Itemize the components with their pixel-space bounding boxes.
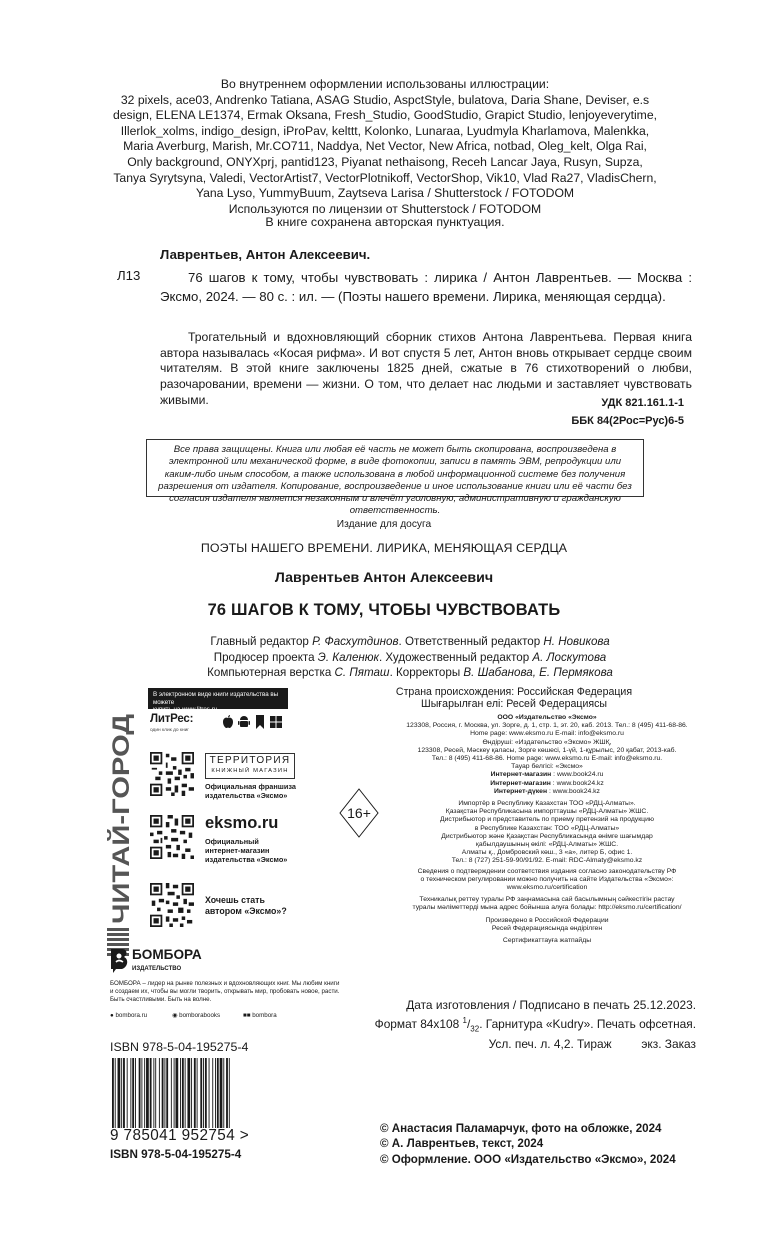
barcode-bar <box>139 1058 141 1128</box>
territory-logo <box>205 753 295 779</box>
barcode-bar <box>217 1058 219 1128</box>
bombora-logo: БОМБОРА <box>132 947 202 962</box>
barcode-bar <box>118 1058 121 1128</box>
barcode-bar <box>164 1058 165 1128</box>
illustration-credits <box>110 77 660 217</box>
barcode-bar <box>127 1058 128 1128</box>
credits-line: 32 pixels, ace03, Andrenko Tatiana, ASAG Studio, AspctStyle, bulatova, Daria Shane, Deviser, e.s <box>120 92 650 107</box>
almaty-address: Алматы қ., Домбровский көш., 3 «а», литер Б, офис 1. <box>461 849 633 857</box>
franchise-line: Официальная франшиза <box>205 782 296 791</box>
role-label: Продюсер проекта <box>213 650 318 664</box>
barcode-bar <box>180 1058 181 1128</box>
barcode-bar <box>194 1058 196 1128</box>
barcode-bar <box>162 1058 164 1128</box>
barcode-bar <box>171 1058 172 1128</box>
importer-line: Импортёр в Республику Казахстан ТОО «РДЦ-Алматы». <box>458 800 636 808</box>
eksmo-desc-line: интернет-магазин <box>205 846 270 855</box>
made-in-line: Ресей Федерациясында өндірілген <box>491 924 603 932</box>
copyright-line: © Анастасия Паламарчук, фото на обложке, 2024 <box>380 1122 662 1135</box>
certification-kz-line: Техникалық реттеу туралы РФ заңнамасына сай басылымның сәйкестігін растау <box>419 896 675 904</box>
format-text: Формат 84х108 <box>374 1017 463 1032</box>
barcode-bar <box>144 1058 145 1128</box>
almaty-contacts: Тел.: 8 (727) 251-59-90/91/92. E-mail: RDC-Almaty@eksmo.kz <box>451 857 643 865</box>
barcode-bar <box>150 1058 152 1128</box>
format-numerator: 1 <box>462 1016 467 1026</box>
made-in-line: Произведено в Российской Федерации <box>485 916 609 924</box>
edition-type: Издание для досуга <box>336 519 432 530</box>
role-label: . Ответственный редактор <box>398 635 544 648</box>
social-icon: ◉ <box>172 1012 178 1019</box>
barcode-bar <box>223 1058 224 1128</box>
publisher-info <box>366 714 728 945</box>
bib-index: Л13 <box>117 268 141 283</box>
barcode-bar <box>123 1058 125 1128</box>
online-shop-kz <box>366 780 728 788</box>
windows-icon <box>270 715 282 729</box>
chief-editor: Р. Фасхутдинов <box>312 635 399 648</box>
role-label: Главный редактор <box>210 635 313 648</box>
origin-line: Страна происхождения: Российская Федерация <box>395 686 633 698</box>
barcode-bar <box>141 1058 142 1128</box>
credits-line: Используются по лицензии от Shutterstock / FOTODOM <box>228 201 542 216</box>
kz-address: 123308, Ресей, Мәскеу қаласы, Зорге көшесі, 1-үй, 1-құрылыс, 20 қабат, 2013-каб. <box>417 746 677 754</box>
territory-subtitle: КНИЖНЫЙ МАГАЗИН <box>211 768 289 774</box>
shop-url[interactable]: : www.book24.kz <box>547 787 600 795</box>
annotation: Трогательный и вдохновляющий сборник стихов Антона Лаврентьева. Первая книга автора называлась «Косая рифма». И вот спустя 5 лет, Антон вновь открывает сердце своим читателям. В этой книге заключены 1825 дней, сжатые в 76 стихотворений о любви, разочаровании, времени — жизни. О том, что делает нас людьми и заставляет чувствовать живыми. <box>160 330 692 407</box>
staff-line-3 <box>150 665 670 681</box>
social-link-site[interactable] <box>110 1012 147 1019</box>
origin-line: Шығарылған елі: Ресей Федерациясы <box>420 698 608 710</box>
social-label: bombora.ru <box>115 1012 148 1019</box>
barcode-bar <box>200 1058 202 1128</box>
barcode-bar <box>146 1058 149 1128</box>
responsible-editor: Н. Новикова <box>543 635 610 648</box>
certification-not-required: Сертификаттауға жатпайды <box>502 937 592 945</box>
shop-label: Интернет-магазин <box>490 771 552 779</box>
ebook-banner-line: купить на www.litres.ru <box>153 706 218 713</box>
barcode-bar <box>209 1058 210 1128</box>
certification-line: о техническом регулировании можно получить на сайте Издательства «Эксмо»: <box>420 875 674 883</box>
litres-tagline: один клик до книг <box>150 728 190 733</box>
eksmo-desc-line: Официальный <box>205 837 259 846</box>
distributor-line: Дистрибьютор және Қазақстан Республикасында өнімге шағымдар <box>441 832 653 840</box>
barcode-bar <box>185 1058 186 1128</box>
shop-label: Интернет-магазин <box>490 779 551 787</box>
qr-code-territory[interactable] <box>150 752 194 796</box>
barcode-bar <box>187 1058 190 1128</box>
series-name: ПОЭТЫ НАШЕГО ВРЕМЕНИ. ЛИРИКА, МЕНЯЮЩАЯ СЕРДЦА <box>200 541 568 555</box>
staff-line-2 <box>150 650 670 666</box>
bib-author: Лаврентьев, Антон Алексеевич. <box>160 247 371 262</box>
isbn-bottom: ISBN 978-5-04-195275-4 <box>110 1148 242 1161</box>
print-data <box>330 998 696 1053</box>
qr-code-author[interactable] <box>150 883 194 927</box>
author-prompt-line: Хочешь стать <box>205 895 265 905</box>
globe-icon: ● <box>110 1012 114 1019</box>
qr-code-eksmo[interactable] <box>150 815 194 859</box>
barcode-bar <box>166 1058 168 1128</box>
role-label: Компьютерная верстка <box>207 666 335 679</box>
publisher-web: Home page: www.eksmo.ru E-mail: info@eksmo.ru <box>470 730 624 738</box>
bombora-mark-icon <box>108 947 130 973</box>
shop-url[interactable]: : www.book24.ru <box>551 771 604 779</box>
ebook-banner <box>148 688 288 713</box>
credits-line: Yana Lyso, YummyBuum, Zaytseva Larisa / Shutterstock / FOTODOM <box>195 186 575 201</box>
print-run: Усл. печ. л. 4,2. Тираж экз. Заказ <box>488 1037 696 1052</box>
social-link-networks[interactable] <box>243 1012 277 1019</box>
publisher-address: 123308, Россия, г. Москва, ул. Зорге, д. 1, стр. 1, эт. 20, каб. 2013. Тел.: 8 (495) 411-68-86. <box>406 722 688 730</box>
certification-kz-line: туралы мәліметтерді мына адрес бойынша алуға болады: http://eksmo.ru/certification/ <box>412 904 682 912</box>
importer-line: Қазақстан Республикасына импорттаушы «РДЦ-Алматы» ЖШС. <box>445 808 649 816</box>
barcode-bar <box>220 1058 223 1128</box>
staff-line-1 <box>150 634 670 650</box>
distributor-line: в Республике Казахстан: ТОО «РДЦ-Алматы» <box>474 824 620 832</box>
territory-title: ТЕРРИТОРИЯ <box>209 755 291 766</box>
franchise-line: издательства «Эксмо» <box>205 790 288 800</box>
barcode-bar <box>226 1058 228 1128</box>
distributor-line: Дистрибьютор и представитель по приему претензий на продукцию <box>440 816 654 824</box>
become-author-prompt <box>205 895 287 917</box>
role-label: . Художественный редактор <box>378 650 533 664</box>
copyright-line: © Оформление. ООО «Издательство «Эксмо», 2024 <box>380 1152 676 1166</box>
barcode-bar <box>121 1058 122 1128</box>
main-title: 76 ШАГОВ К ТОМУ, ЧТОБЫ ЧУВСТВОВАТЬ <box>207 601 561 619</box>
chitai-gorod-wordmark: ЧИТАЙ-ГОРОД <box>108 751 135 924</box>
punctuation-note: В книге сохранена авторская пунктуация. <box>265 215 505 229</box>
print-date: Дата изготовления / Подписано в печать 25.12.2023. <box>406 998 696 1012</box>
barcode-bar <box>135 1058 136 1128</box>
social-link-books[interactable] <box>172 1012 220 1019</box>
format-denominator: 32 <box>470 1024 480 1034</box>
bbk-code: ББК 84(2Рос=Рус)6-5 <box>571 415 684 427</box>
litres-logo: ЛитРес: <box>150 713 194 725</box>
rights-notice: Все права защищены. Книга или любая её часть не может быть скопирована, воспроизведена в электронной или механической форме, в виде фотокопии, записи в память ЭВМ, репродукции или каким-либо иным способом, а также использована в любой информационной системе без получения разрешения от издателя. Копирование, воспроизведение и иное использование книги или её части без согласия издателя является незаконным и влечёт уголовную, административную и гражданскую ответственность. <box>146 439 644 497</box>
eksmo-shop-desc <box>205 837 287 864</box>
barcode-bar <box>115 1058 116 1128</box>
barcode-bar <box>175 1058 178 1128</box>
barcode-bar <box>132 1058 134 1128</box>
art-editor: А. Лоскутова <box>532 650 607 664</box>
shop-label: Интернет-дүкен <box>494 787 548 795</box>
social-label: bomborabooks <box>179 1012 221 1019</box>
main-author: Лаврентьев Антон Алексеевич <box>274 570 494 586</box>
credits-line: Maria Averburg, Marish, Mr.CO711, Naddya, Net Vector, New Africa, notbad, Oleg_kelt, Olga Rai, <box>123 139 647 154</box>
trademark: Тауар белгісі: «Эксмо» <box>511 763 583 771</box>
country-of-origin <box>340 686 688 710</box>
barcode-bar <box>212 1058 213 1128</box>
barcode-bar <box>159 1058 160 1128</box>
layout-artist: С. Пяташ <box>334 666 390 679</box>
certification-line: Сведения о подтверждении соответствия издания согласно законодательству РФ <box>417 867 677 875</box>
barcode-bar <box>229 1058 230 1128</box>
role-label: . Корректоры <box>389 666 464 679</box>
author-prompt-line: автором «Эксмо»? <box>205 906 287 916</box>
barcode-digits: 9 785041 952754 > <box>110 1127 250 1144</box>
social-icon: ■■ <box>243 1012 251 1019</box>
online-shop-ru <box>366 771 728 779</box>
apple-icon <box>222 715 234 729</box>
android-icon <box>238 715 250 729</box>
shop-url[interactable]: : www.book24.kz <box>550 779 604 787</box>
certification-url[interactable]: www.eksmo.ru/certification <box>506 884 588 892</box>
bombora-publisher-label: ИЗДАТЕЛЬСТВО <box>132 966 182 972</box>
barcode-bar <box>130 1058 131 1128</box>
barcode-bar <box>112 1058 114 1128</box>
bombora-description: БОМБОРА – лидер на рынке полезных и вдохновляющих книг. Мы любим книги и создаем их, чтобы вы могли творить, открывать мир, пробовать новое, расти. Быть счастливыми. Быть на волне. <box>110 980 340 1004</box>
eksmo-desc-line: издательства «Эксмо» <box>205 855 288 864</box>
isbn-top: ISBN 978-5-04-195275-4 <box>110 1040 249 1054</box>
barcode-bar <box>197 1058 198 1128</box>
barcode-bar <box>203 1058 204 1128</box>
credits-line: Only background, ONYXprj, pantid123, Piyanat nethaisong, Receh Lancar Jaya, Rusyn, Supza, <box>127 154 643 169</box>
publisher-name <box>366 714 728 722</box>
format-text: . Гарнитура «Kudry». Печать офсетная. <box>479 1017 696 1032</box>
producer: Э. Каленюк <box>317 650 379 664</box>
barcode-bar <box>215 1058 216 1128</box>
online-shop-kz2 <box>366 788 728 796</box>
editorial-staff <box>150 634 670 681</box>
credits-line: design, ELENA LE1374, Ermak Oksana, Fresh_Studio, GoodStudio, Grapict Studio, lenjoyeverytime, <box>113 108 657 123</box>
barcode-bar <box>153 1058 154 1128</box>
correctors: В. Шабанова, Е. Пермякова <box>463 666 613 679</box>
barcode-bar <box>155 1058 156 1128</box>
social-label: bombora <box>252 1012 277 1019</box>
credits-line: Illerlok_xolms, indigo_design, iProPav, kelttt, Kolonko, Lunaraa, Lyudmyla Kharlamova, Malenkka, <box>120 123 650 138</box>
barcode <box>110 1058 258 1130</box>
print-format: Формат 84х108 $^1/_{32}$. Гарнитура «Kudry». Печать офсетная. <box>374 1016 696 1034</box>
barcode-bar <box>205 1058 207 1128</box>
barcode-bar <box>182 1058 184 1128</box>
kz-maker: Өндіруші: «Издательство «Эксмо» ЖШҚ, <box>482 738 612 746</box>
credits-line: Tanya Syrytsyna, Valedi, VectorArtist7, VectorPlotnikoff, VectorShop, Vik10, Vlad Ra27, VladisChern, <box>113 170 657 185</box>
barcode-bar <box>174 1058 175 1128</box>
age-rating-label: 16+ <box>347 805 371 821</box>
distributor-line: қабылдаушының өкілі: «РДЦ-Алматы» ЖШС. <box>475 841 619 849</box>
chitai-gorod-logo <box>99 710 139 970</box>
kz-address: Тел.: 8 (495) 411-68-86. Home page: www.eksmo.ru E-mail: info@eksmo.ru. <box>431 755 663 763</box>
credits-line: Во внутреннем оформлении использованы иллюстрации: <box>220 77 550 91</box>
udk-code: УДК 821.161.1-1 <box>601 397 684 409</box>
bib-description: 76 шагов к тому, чтобы чувствовать : лирика / Антон Лаврентьев. — Москва : Эксмо, 2024. — 80 с. : ил. — (Поэты нашего времени. Лирика, меняющая сердца). <box>160 270 692 304</box>
franchise-note <box>205 783 296 801</box>
barcode-bar <box>191 1058 192 1128</box>
bookmark-icon <box>254 715 266 729</box>
copyright-line: © А. Лаврентьев, текст, 2024 <box>380 1137 544 1151</box>
publisher-name-text: ООО «Издательство «Эксмо» <box>497 714 597 721</box>
copyright-block <box>380 1121 688 1167</box>
ebook-banner-line: В электронном виде книги издательства вы можете <box>153 691 279 706</box>
eksmo-website[interactable]: eksmo.ru <box>205 814 279 832</box>
